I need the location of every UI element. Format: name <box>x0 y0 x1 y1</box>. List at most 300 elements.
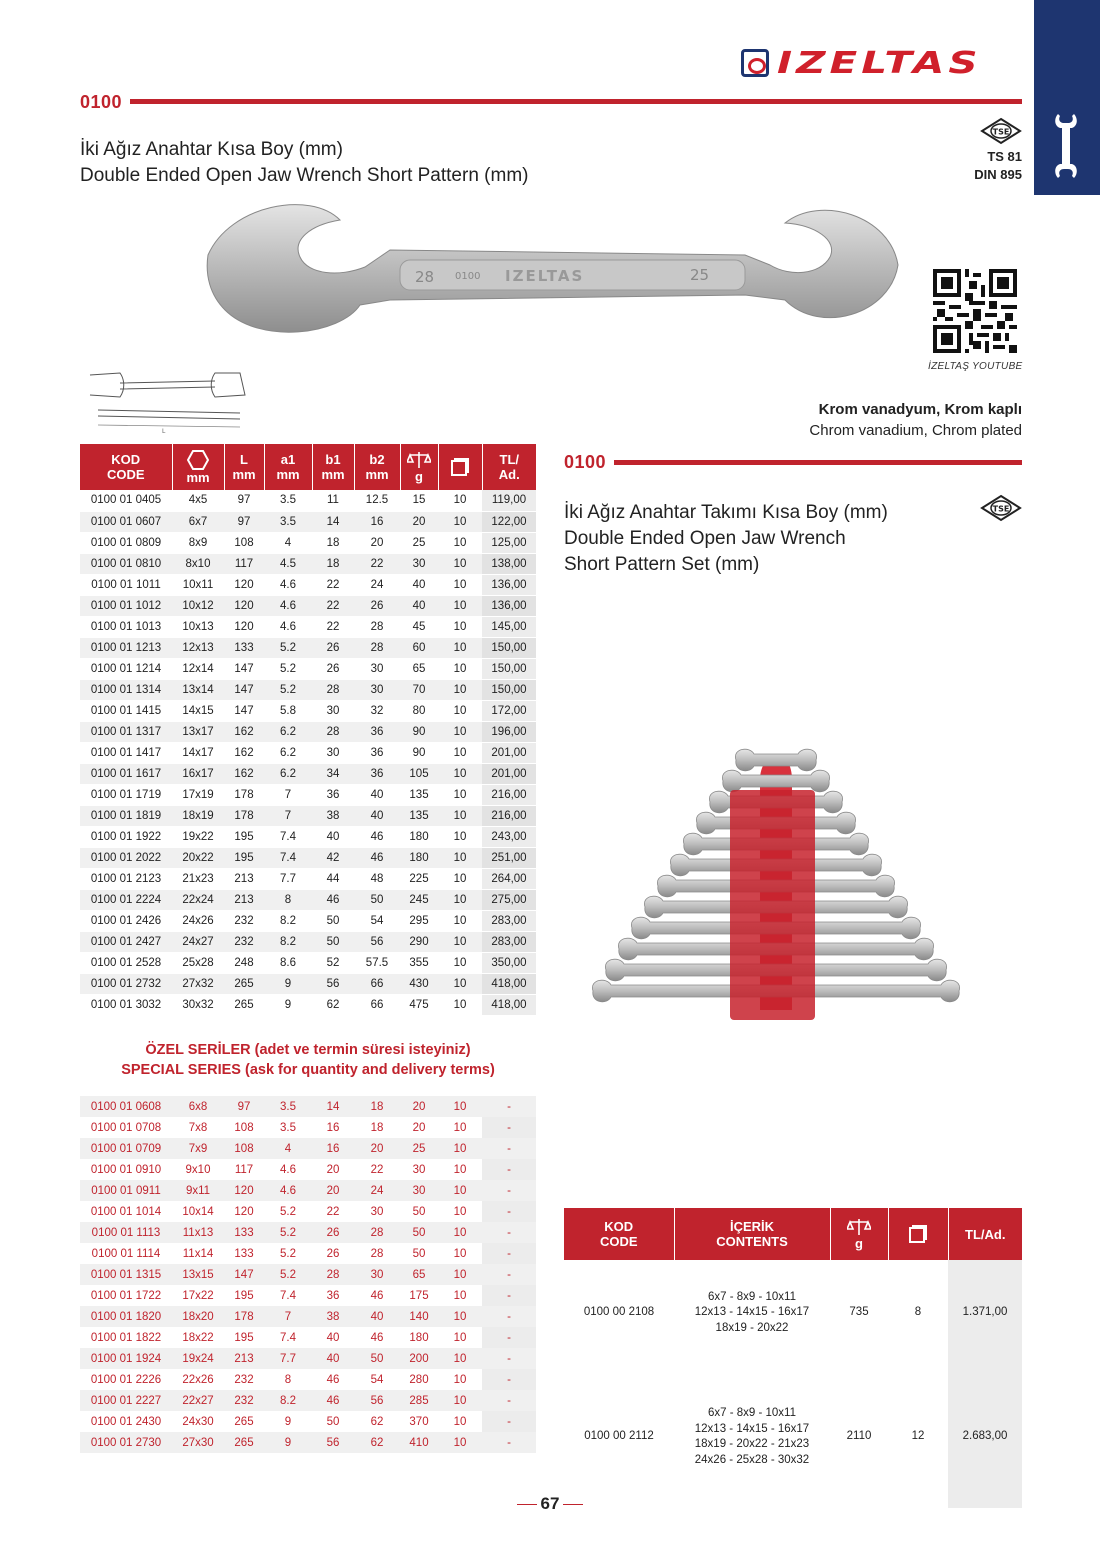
special-cell: 4.6 <box>280 1163 296 1176</box>
header-b1: b1 mm <box>312 444 354 490</box>
table-cell: 32 <box>354 700 400 721</box>
table-cell: 213 <box>224 889 264 910</box>
table-cell: 4.6 <box>264 595 312 616</box>
special-cell: - <box>482 1138 536 1159</box>
table-cell: 10 <box>438 616 482 637</box>
table-cell: 10 <box>438 910 482 931</box>
table-cell: 40 <box>312 826 354 847</box>
special-cell: 9x10 <box>185 1163 211 1176</box>
table-row <box>80 763 536 784</box>
table-cell: 178 <box>224 805 264 826</box>
table-cell: 10 <box>438 742 482 763</box>
table-cell: 36 <box>354 763 400 784</box>
special-cell: 62 <box>354 1432 400 1453</box>
special-cell: 0100 01 1014 <box>90 1205 162 1218</box>
table-cell: 90 <box>400 721 438 742</box>
tse-badge-text-set: TSE <box>992 504 1010 514</box>
table-cell: 0100 01 3032 <box>80 994 172 1015</box>
table-cell: 9 <box>264 994 312 1015</box>
section2-divider <box>614 460 1022 465</box>
set-qty: 12 <box>911 1430 925 1443</box>
table-cell: 7.4 <box>264 847 312 868</box>
table-cell: 52 <box>312 952 354 973</box>
set-row <box>564 1366 1022 1508</box>
special-cell: 36 <box>326 1289 340 1302</box>
table-cell: 5.8 <box>264 700 312 721</box>
table-row <box>80 889 536 910</box>
special-cell: 0100 01 1822 <box>90 1331 162 1344</box>
table-cell: 20 <box>400 511 438 532</box>
special-row <box>80 1285 536 1306</box>
special-cell: 20 <box>326 1163 340 1176</box>
table-cell: 28 <box>354 616 400 637</box>
special-cell: 195 <box>234 1289 254 1302</box>
special-cell: - <box>482 1390 536 1411</box>
special-cell: 0100 01 0608 <box>80 1096 172 1117</box>
special-cell: 10 <box>453 1331 467 1344</box>
table-cell: 0100 01 1314 <box>80 679 172 700</box>
table-cell: 70 <box>400 679 438 700</box>
special-cell: 7.4 <box>280 1331 296 1344</box>
special-row <box>80 1243 536 1264</box>
table-cell: 10 <box>438 973 482 994</box>
special-cell: 175 <box>409 1289 429 1302</box>
special-cell: 0100 01 0910 <box>90 1163 162 1176</box>
table-cell: 6.2 <box>264 763 312 784</box>
table-cell: 180 <box>400 847 438 868</box>
set-weight: 2110 <box>846 1430 872 1443</box>
special-cell: 0100 01 2430 <box>90 1415 162 1428</box>
special-cell: 285 <box>400 1390 438 1411</box>
product-title-tr: İki Ağız Anahtar Kısa Boy (mm) <box>80 139 343 160</box>
table-cell: 0100 01 1617 <box>80 763 172 784</box>
table-cell: 430 <box>400 973 438 994</box>
material-en: Chrom vanadium, Chrom plated <box>809 422 1022 439</box>
special-row <box>80 1411 536 1432</box>
table-cell: 245 <box>400 889 438 910</box>
table-cell: 44 <box>312 868 354 889</box>
special-cell: - <box>482 1096 536 1117</box>
special-cell: 18x20 <box>172 1306 224 1327</box>
special-cell: - <box>482 1264 536 1285</box>
table-cell: 7.4 <box>264 826 312 847</box>
special-row <box>80 1432 536 1453</box>
special-cell: 97 <box>224 1096 264 1117</box>
table-cell: 34 <box>312 763 354 784</box>
qr-caption: İZELTAŞ YOUTUBE <box>928 361 1023 372</box>
table-cell: 46 <box>354 847 400 868</box>
special-cell: 50 <box>354 1348 400 1369</box>
table-cell: 0100 01 0810 <box>80 553 172 574</box>
table-cell: 108 <box>224 532 264 553</box>
table-cell: 56 <box>312 973 354 994</box>
tse-badge-text: TSE <box>992 127 1010 137</box>
special-cell: 22 <box>370 1163 384 1176</box>
table-cell: 136,00 <box>482 574 536 595</box>
table-cell: 24x27 <box>172 931 224 952</box>
table-cell: 60 <box>400 637 438 658</box>
special-cell: 11x13 <box>172 1222 224 1243</box>
special-cell: - <box>482 1159 536 1180</box>
table-cell: 8.2 <box>264 931 312 952</box>
table-cell: 10 <box>438 826 482 847</box>
table-cell: 8.6 <box>264 952 312 973</box>
table-cell: 6.2 <box>264 721 312 742</box>
table-cell: 10 <box>438 679 482 700</box>
special-cell: 46 <box>326 1373 340 1386</box>
table-row <box>80 910 536 931</box>
set-row <box>564 1260 1022 1366</box>
table-row <box>80 868 536 889</box>
special-cell: 4 <box>264 1138 312 1159</box>
table-cell: 10 <box>438 490 482 511</box>
box-icon <box>908 1224 928 1244</box>
wrench-set-table <box>564 1208 1022 1508</box>
table-cell: 18 <box>312 553 354 574</box>
table-row <box>80 490 536 511</box>
table-cell: 0100 01 1415 <box>80 700 172 721</box>
table-cell: 10 <box>438 931 482 952</box>
table-cell: 10 <box>438 532 482 553</box>
table-cell: 4x5 <box>172 490 224 511</box>
special-cell: 133 <box>224 1222 264 1243</box>
set-header-price: TL/Ad. <box>948 1208 1022 1260</box>
set-header-pack <box>888 1208 948 1260</box>
table-cell: 8.2 <box>264 910 312 931</box>
special-cell: 50 <box>326 1415 340 1428</box>
special-cell: 9 <box>284 1415 292 1428</box>
table-cell: 22x24 <box>172 889 224 910</box>
youtube-qr-code[interactable] <box>933 269 1017 353</box>
table-cell: 145,00 <box>482 616 536 637</box>
table-row <box>80 784 536 805</box>
table-cell: 180 <box>400 826 438 847</box>
special-cell: 30 <box>354 1264 400 1285</box>
table-cell: 54 <box>354 910 400 931</box>
table-cell: 48 <box>354 868 400 889</box>
table-cell: 243,00 <box>482 826 536 847</box>
table-row <box>80 973 536 994</box>
special-cell: 10 <box>438 1390 482 1411</box>
special-cell: 10 <box>438 1138 482 1159</box>
special-cell: - <box>482 1369 536 1390</box>
special-cell: 7.4 <box>280 1289 296 1302</box>
table-cell: 150,00 <box>482 658 536 679</box>
table-cell: 30 <box>354 658 400 679</box>
special-cell: 50 <box>400 1222 438 1243</box>
table-cell: 13x14 <box>172 679 224 700</box>
set-title-en-line2: Short Pattern Set (mm) <box>564 554 760 575</box>
table-cell: 125,00 <box>482 532 536 553</box>
table-cell: 50 <box>312 910 354 931</box>
special-row <box>80 1369 536 1390</box>
brand-mark-icon <box>741 49 769 77</box>
special-cell: 22x26 <box>182 1373 214 1386</box>
special-cell: 16 <box>326 1121 340 1134</box>
table-cell: 0100 01 1317 <box>80 721 172 742</box>
table-cell: 0100 01 0809 <box>80 532 172 553</box>
special-cell: 5.2 <box>264 1264 312 1285</box>
tse-certification-icon <box>980 117 1022 150</box>
table-cell: 12x13 <box>172 637 224 658</box>
table-cell: 350,00 <box>482 952 536 973</box>
special-cell: 30 <box>370 1205 384 1218</box>
special-cell: 9 <box>264 1432 312 1453</box>
table-cell: 36 <box>312 784 354 805</box>
table-cell: 10x11 <box>172 574 224 595</box>
table-cell: 10 <box>438 658 482 679</box>
wrench-icon <box>1054 112 1078 180</box>
table-cell: 10 <box>438 847 482 868</box>
table-cell: 0100 01 1819 <box>80 805 172 826</box>
set-header-code: KOD CODE <box>564 1208 674 1260</box>
table-cell: 40 <box>400 574 438 595</box>
svg-text:L: L <box>162 428 166 435</box>
table-cell: 201,00 <box>482 763 536 784</box>
table-cell: 46 <box>354 826 400 847</box>
wrench-product-image <box>200 195 900 360</box>
special-series-heading <box>80 1040 536 1080</box>
table-cell: 25x28 <box>172 952 224 973</box>
special-cell: 8.2 <box>264 1390 312 1411</box>
special-cell: 410 <box>400 1432 438 1453</box>
special-cell: 280 <box>409 1373 429 1386</box>
special-cell: 10 <box>438 1348 482 1369</box>
special-cell: - <box>482 1201 536 1222</box>
table-row <box>80 721 536 742</box>
table-cell: 120 <box>224 616 264 637</box>
table-cell: 27x32 <box>172 973 224 994</box>
table-cell: 10x13 <box>172 616 224 637</box>
table-cell: 22 <box>312 616 354 637</box>
table-cell: 80 <box>400 700 438 721</box>
standard-din: DIN 895 <box>974 167 1022 182</box>
special-cell: 117 <box>234 1163 254 1176</box>
special-cell: - <box>482 1348 536 1369</box>
table-cell: 135 <box>400 805 438 826</box>
material-info <box>809 399 1022 441</box>
table-cell: 19x22 <box>172 826 224 847</box>
special-cell: 50 <box>412 1247 426 1260</box>
table-cell: 24x26 <box>172 910 224 931</box>
table-cell: 4.6 <box>264 574 312 595</box>
special-cell: - <box>482 1411 536 1432</box>
special-cell: 27x30 <box>172 1432 224 1453</box>
table-cell: 66 <box>354 994 400 1015</box>
special-cell: 14 <box>312 1096 354 1117</box>
table-cell: 12.5 <box>354 490 400 511</box>
table-cell: 10 <box>438 784 482 805</box>
table-cell: 195 <box>224 847 264 868</box>
table-cell: 0100 01 0405 <box>80 490 172 511</box>
special-cell: 0100 01 0708 <box>90 1121 162 1134</box>
set-qty: 8 <box>914 1306 922 1319</box>
special-cell: 28 <box>354 1222 400 1243</box>
special-cell: - <box>482 1180 536 1201</box>
special-cell: 10 <box>438 1306 482 1327</box>
table-cell: 0100 01 2123 <box>80 868 172 889</box>
set-table-header-row <box>564 1208 1022 1260</box>
header-price: TL/ Ad. <box>482 444 536 490</box>
table-row <box>80 679 536 700</box>
table-cell: 283,00 <box>482 931 536 952</box>
special-cell: 26 <box>326 1247 340 1260</box>
special-cell: 30 <box>400 1180 438 1201</box>
special-cell: 120 <box>224 1180 264 1201</box>
special-cell: 40 <box>312 1348 354 1369</box>
table-cell: 90 <box>400 742 438 763</box>
table-cell: 10 <box>438 994 482 1015</box>
special-cell: 6x8 <box>172 1096 224 1117</box>
table-cell: 10 <box>438 574 482 595</box>
table-cell: 150,00 <box>482 679 536 700</box>
table-cell: 475 <box>400 994 438 1015</box>
table-cell: 0100 01 1719 <box>80 784 172 805</box>
product-title-en: Double Ended Open Jaw Wrench Short Pattern (mm) <box>80 165 529 186</box>
special-cell: 40 <box>354 1306 400 1327</box>
special-cell: 10 <box>453 1121 467 1134</box>
table-cell: 20x22 <box>172 847 224 868</box>
table-cell: 10 <box>438 868 482 889</box>
special-cell: 24x30 <box>182 1415 214 1428</box>
special-cell: 40 <box>326 1331 340 1344</box>
table-cell: 0100 01 2224 <box>80 889 172 910</box>
table-row <box>80 826 536 847</box>
header-length: L mm <box>224 444 264 490</box>
table-cell: 265 <box>224 994 264 1015</box>
special-cell: 62 <box>370 1415 384 1428</box>
table-cell: 150,00 <box>482 637 536 658</box>
table-cell: 147 <box>224 700 264 721</box>
table-cell: 0100 01 1922 <box>80 826 172 847</box>
special-cell: 370 <box>409 1415 429 1428</box>
table-cell: 10 <box>438 763 482 784</box>
special-cell: 0100 01 1722 <box>90 1289 162 1302</box>
set-price: 1.371,00 <box>948 1260 1022 1366</box>
table-cell: 50 <box>312 931 354 952</box>
table-cell: 0100 01 2528 <box>80 952 172 973</box>
table-cell: 30 <box>354 679 400 700</box>
special-cell: 30 <box>412 1163 426 1176</box>
table-cell: 0100 01 1012 <box>80 595 172 616</box>
table-cell: 138,00 <box>482 553 536 574</box>
special-row <box>80 1159 536 1180</box>
table-cell: 40 <box>354 784 400 805</box>
special-row <box>80 1390 536 1411</box>
special-cell: 50 <box>412 1205 426 1218</box>
table-row <box>80 616 536 637</box>
wrench-spec-table <box>80 444 536 1016</box>
table-cell: 225 <box>400 868 438 889</box>
table-row <box>80 952 536 973</box>
table-cell: 0100 01 0607 <box>80 511 172 532</box>
special-cell: 4.6 <box>264 1180 312 1201</box>
special-cell: 28 <box>312 1264 354 1285</box>
header-size: mm <box>172 444 224 490</box>
table-cell: 26 <box>312 637 354 658</box>
special-cell: 8 <box>284 1373 292 1386</box>
special-cell: 25 <box>400 1138 438 1159</box>
table-cell: 97 <box>224 490 264 511</box>
scale-icon <box>407 451 431 469</box>
special-cell: 56 <box>354 1390 400 1411</box>
table-cell: 133 <box>224 637 264 658</box>
table-cell: 30 <box>312 742 354 763</box>
special-cell: 22x27 <box>172 1390 224 1411</box>
special-cell: 10 <box>438 1096 482 1117</box>
special-cell: 178 <box>224 1306 264 1327</box>
page-number: 67 <box>0 1494 1100 1514</box>
table-cell: 97 <box>224 511 264 532</box>
set-header-weight: g <box>830 1208 888 1260</box>
special-series-title-en: SPECIAL SERIES (ask for quantity and delivery terms) <box>121 1062 495 1078</box>
table-cell: 283,00 <box>482 910 536 931</box>
table-cell: 232 <box>224 931 264 952</box>
table-cell: 8 <box>264 889 312 910</box>
table-cell: 10 <box>438 805 482 826</box>
table-cell: 418,00 <box>482 973 536 994</box>
table-cell: 5.2 <box>264 637 312 658</box>
table-cell: 136,00 <box>482 595 536 616</box>
table-row <box>80 994 536 1015</box>
table-cell: 178 <box>224 784 264 805</box>
special-cell: 38 <box>312 1306 354 1327</box>
table-cell: 295 <box>400 910 438 931</box>
table-cell: 62 <box>312 994 354 1015</box>
special-series-title-tr: ÖZEL SERİLER (adet ve termin süresi isteyiniz) <box>145 1042 471 1058</box>
table-cell: 66 <box>354 973 400 994</box>
table-cell: 3.5 <box>264 490 312 511</box>
table-cell: 0100 01 2426 <box>80 910 172 931</box>
special-cell: 10 <box>453 1247 467 1260</box>
table-cell: 11 <box>312 490 354 511</box>
tse-certification-icon-set <box>980 494 1022 527</box>
set-title-tr: İki Ağız Anahtar Takımı Kısa Boy (mm) <box>564 502 888 523</box>
header-a1: a1 mm <box>264 444 312 490</box>
special-cell: 20 <box>312 1180 354 1201</box>
special-cell: 16 <box>312 1138 354 1159</box>
box-icon <box>450 457 470 477</box>
special-cell: - <box>482 1285 536 1306</box>
table-cell: 4.6 <box>264 616 312 637</box>
header-b2: b2 mm <box>354 444 400 490</box>
table-cell: 10x12 <box>172 595 224 616</box>
table-cell: 65 <box>400 658 438 679</box>
table-cell: 12x14 <box>172 658 224 679</box>
table-cell: 0100 01 1417 <box>80 742 172 763</box>
special-cell: 0100 01 0709 <box>80 1138 172 1159</box>
table-cell: 6x7 <box>172 511 224 532</box>
table-cell: 5.2 <box>264 679 312 700</box>
table-cell: 162 <box>224 721 264 742</box>
table-cell: 0100 01 1214 <box>80 658 172 679</box>
table-cell: 45 <box>400 616 438 637</box>
table-cell: 7 <box>264 784 312 805</box>
special-cell: 20 <box>412 1121 426 1134</box>
table-cell: 120 <box>224 595 264 616</box>
table-cell: 122,00 <box>482 511 536 532</box>
special-cell: 18x22 <box>182 1331 214 1344</box>
table-cell: 22 <box>312 574 354 595</box>
table-row <box>80 931 536 952</box>
special-cell: 0100 01 2227 <box>80 1390 172 1411</box>
table-cell: 10 <box>438 553 482 574</box>
table-cell: 22 <box>354 553 400 574</box>
wrench-brand-mark: IZELTAS <box>505 267 585 285</box>
category-tab <box>1034 0 1100 195</box>
table-row <box>80 700 536 721</box>
header-weight: g <box>400 444 438 490</box>
